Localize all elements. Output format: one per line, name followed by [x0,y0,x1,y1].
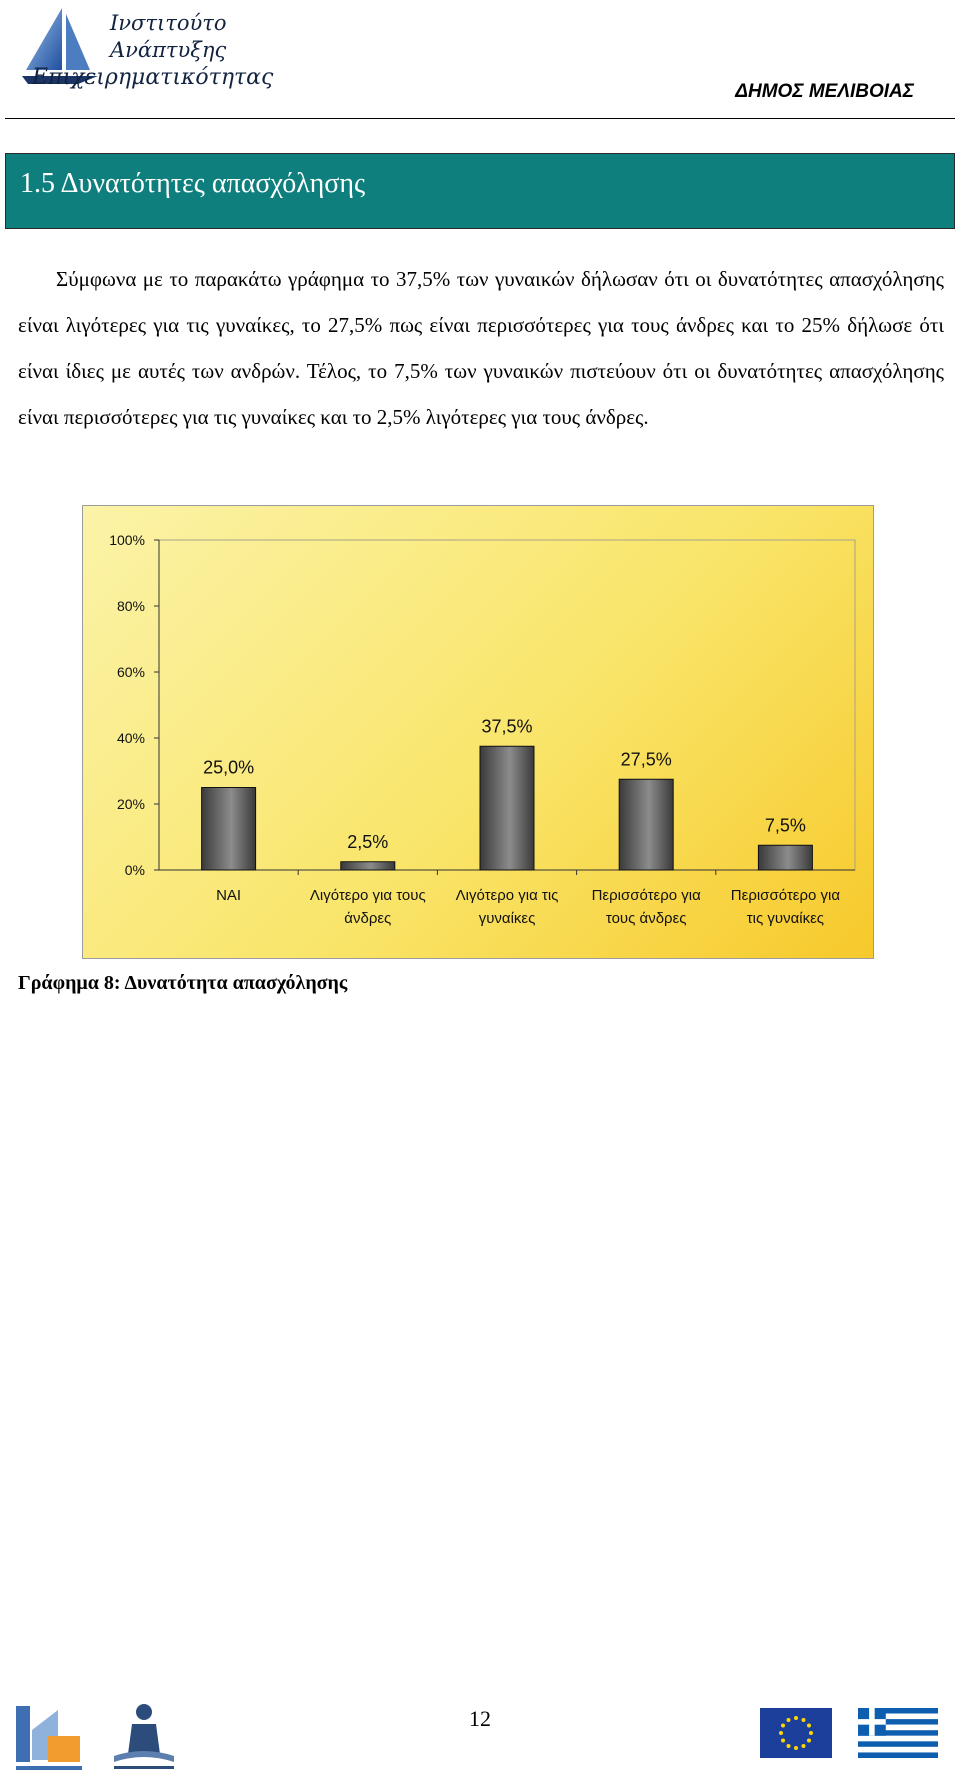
flag-stripe [858,1741,938,1747]
x-category-label: τους άνδρες [605,910,687,927]
bar [758,845,812,870]
flag-stripe [858,1747,938,1753]
eu-star [807,1724,811,1728]
eye-logo-icon [14,1700,86,1774]
chart-canvas [83,506,873,958]
data-label: 27,5% [620,749,672,770]
greek-flag [858,1708,938,1758]
program-logo-icon [108,1700,180,1774]
logo-line: Ανάπτυξης [110,38,227,62]
y-tick-label: 20% [116,796,145,812]
eu-star [794,1746,798,1750]
greek-flag-icon [858,1708,938,1758]
flag-stripe [858,1736,938,1742]
page-number: 12 [469,1706,491,1731]
bar-chart [82,505,874,959]
x-category-label: τις γυναίκες [746,910,825,927]
eu-star [802,1744,806,1748]
body-paragraph: Σύμφωνα με το παρακάτω γράφημα το 37,5% των γυναικών δήλωσαν ότι οι δυνατότητες απασχόλησης είναι λιγότερες για τις γυναίκες, το 27,5% πως είναι περισσότερες για τους άνδρες και το 25% δήλωσε ότι είναι ίδιες με αυτές των ανδρών. Τέλος, το 7,5% των γυναικών πιστεύουν ότι οι δυνατότητες απασχόλησης είναι περισσότερες για τις γυναίκες και το 2,5% λιγότερες για τους άνδρες. [18,267,944,429]
x-category-label: Περισσότερο για [730,887,841,904]
chart-caption: Γράφημα 8: Δυνατότητα απασχόλησης [18,972,348,994]
eu-star [787,1718,791,1722]
flag-cross [869,1708,875,1736]
eu-flag-icon [760,1708,832,1758]
eu-flag [760,1708,832,1758]
header-divider [5,118,955,119]
bar [619,779,673,870]
eu-star [781,1739,785,1743]
x-category-label: Λιγότερο για τους [309,887,426,904]
municipality-name: ΔΗΜΟΣ ΜΕΛΙΒΟΙΑΣ [735,81,914,102]
y-tick-label: 40% [116,730,145,746]
eu-star [807,1739,811,1743]
section-heading-bar [5,153,955,229]
x-category-label: Περισσότερο για [591,887,701,904]
eu-star [794,1716,798,1720]
logo-text [32,10,274,91]
flag-stripe [858,1752,938,1758]
logo-line: Ινστιτούτο [110,11,227,35]
institute-logo [18,4,274,104]
section-title: 1.5 Δυνατότητες απασχόλησης [20,168,366,199]
bar [341,862,395,870]
y-tick-label: 80% [116,598,145,614]
logo-line: Επιχειρηματικότητας [32,65,274,90]
data-label: 25,0% [203,757,255,778]
eu-star [809,1731,813,1735]
eu-star [781,1724,785,1728]
x-category-label: γυναίκες [478,910,536,927]
bar [480,746,534,870]
y-tick-label: 60% [116,664,145,680]
bar [202,788,256,871]
data-label: 37,5% [481,716,533,737]
eu-star [787,1744,791,1748]
program-logo [108,1700,180,1774]
data-label: 2,5% [347,831,389,852]
data-label: 7,5% [764,815,806,836]
eye-logo [14,1700,86,1774]
eu-star [802,1718,806,1722]
y-tick-label: 100% [109,532,145,548]
x-category-label: Λιγότερο για τις [455,887,559,904]
x-category-label: άνδρες [344,910,392,927]
eu-star [779,1731,783,1735]
x-category-label: ΝΑΙ [216,887,242,904]
y-tick-label: 0% [124,862,145,878]
